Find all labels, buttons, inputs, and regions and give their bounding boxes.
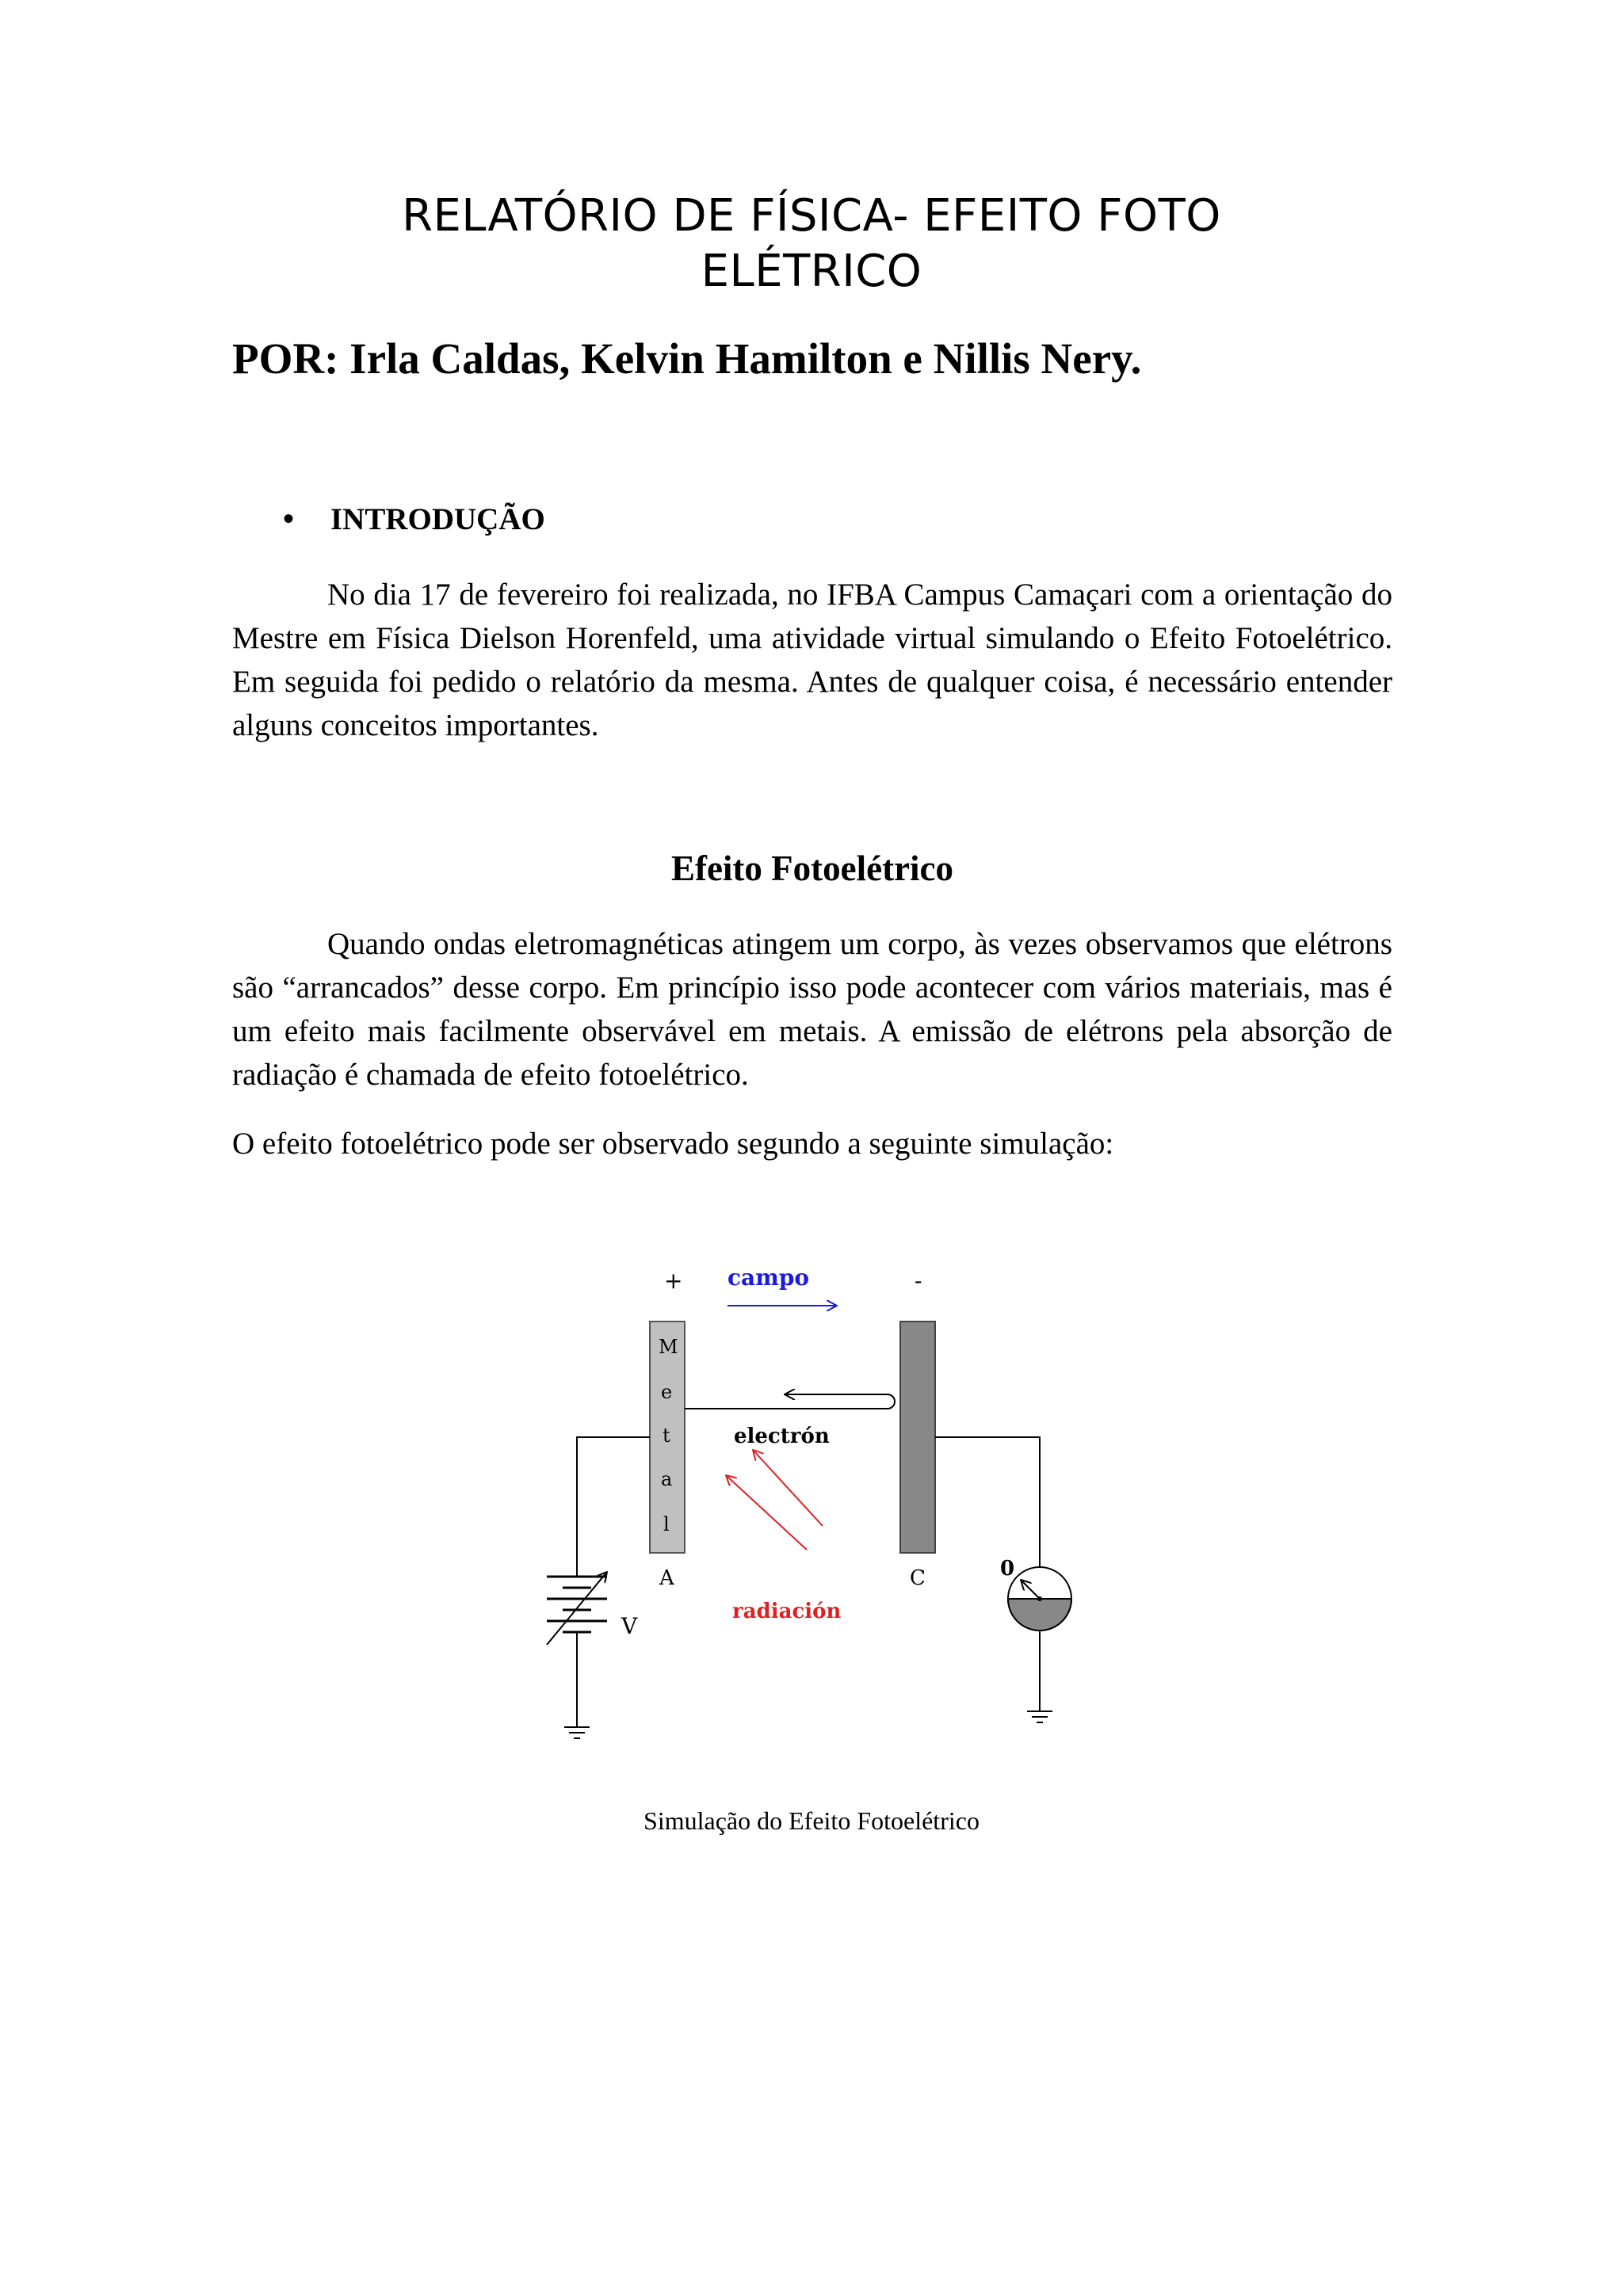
title-line-2: ELÉTRICO [701,246,922,297]
efeito-paragraph: Quando ondas eletromagnéticas atingem um corpo, às vezes observamos que elétrons são “arrancados” desse corpo. Em princípio isso pode acontecer com vários materiais, mas é um efeito mais facilmente observável em metais. A emissão de elétrons pela absorção de radiação é chamada de efeito fotoelétrico. [232,927,1392,1092]
electron-label: electrón [734,1425,830,1448]
left-wire [577,1437,650,1577]
intro-heading [283,501,545,538]
intro-heading-text: INTRODUÇÃO [330,502,545,536]
metal-letter-t: t [663,1425,670,1447]
label-a: A [659,1566,674,1590]
intro-paragraph: No dia 17 de fevereiro foi realizada, no IFBA Campus Camaçari com a orientação do Mestre em Física Dielson Horenfeld, uma atividade virtual simulando o Efeito Fotoelétrico. Em seguida foi pedido o relatório da mesma. Antes de qualquer coisa, é necessário entender alguns conceitos importantes. [232,578,1392,742]
campo-label: campo [727,1264,810,1291]
observation-paragraph: O efeito fotoelétrico pode ser observado segundo a seguinte simulação: [232,1127,1114,1161]
radiation-arrow-2 [726,1475,807,1550]
label-c: C [910,1566,926,1590]
meter-zero-label: 0 [1000,1557,1015,1581]
label-v: V [621,1613,638,1639]
minus-sign: - [915,1268,922,1294]
ground-icon-right [1027,1711,1052,1722]
figure-caption: Simulação do Efeito Fotoelétrico [643,1806,980,1835]
metal-letter-e: e [661,1381,673,1403]
bullet-icon: • [283,501,295,536]
authors-line: POR: Irla Caldas, Kelvin Hamilton e Nillis Nery. [232,334,1142,383]
photoelectric-figure [523,1252,1125,1783]
metal-letter-l: l [663,1513,670,1535]
cathode-plate [900,1322,935,1553]
right-wire [935,1437,1040,1567]
meter-icon [1008,1567,1071,1630]
document-title [230,189,1393,299]
efeito-heading: Efeito Fotoelétrico [670,849,954,888]
circuit-diagram [523,1252,1125,1783]
metal-letter-m: M [659,1336,678,1358]
radiation-arrow-1 [753,1450,823,1526]
metal-letter-a: a [661,1468,673,1490]
title-line-1: RELATÓRIO DE FÍSICA- EFEITO FOTO [402,190,1221,242]
plus-sign: + [664,1268,683,1294]
ground-icon-left [564,1727,590,1738]
radiation-label: radiación [732,1600,842,1623]
electron-path [685,1394,895,1409]
